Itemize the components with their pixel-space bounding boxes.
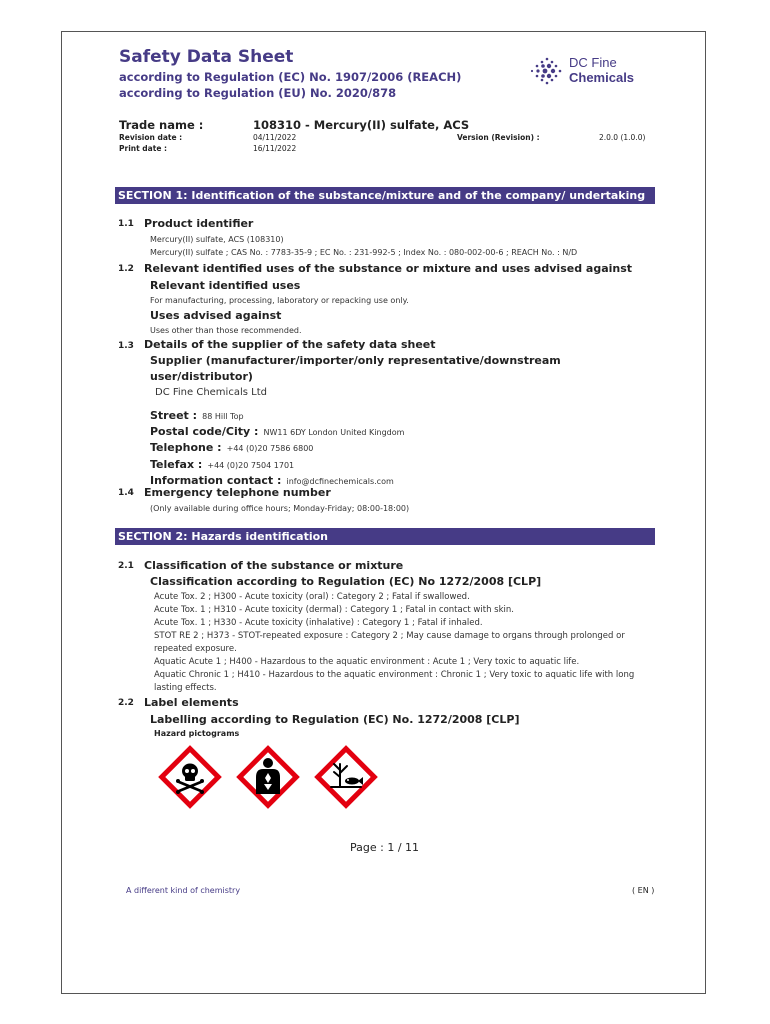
- revision-date-value: 04/11/2022: [253, 133, 297, 142]
- emergency-hours-text: (Only available during office hours; Monday-Friday; 08:00-18:00): [150, 504, 410, 513]
- supplier-title-line-2: user/distributor): [150, 370, 253, 383]
- section-1-1-number: 1.1: [118, 219, 134, 229]
- advised-against-text: Uses other than those recommended.: [150, 326, 302, 335]
- product-name-line: Mercury(II) sulfate, ACS (108310): [150, 235, 284, 244]
- trade-name-label: Trade name :: [119, 118, 204, 132]
- postal-value: NW11 6DY London United Kingdom: [263, 428, 405, 437]
- environment-icon: [313, 744, 379, 810]
- trade-name-value: 108310 - Mercury(II) sulfate, ACS: [253, 118, 470, 132]
- info-contact-label: Information contact :: [150, 474, 282, 487]
- classification-line: Aquatic Acute 1 ; H400 - Hazardous to the aquatic environment : Acute 1 ; Very toxic to aquatic life.: [154, 657, 580, 667]
- street-value: 88 Hill Top: [202, 412, 244, 421]
- footer-language: ( EN ): [632, 886, 655, 895]
- regulation-reach: according to Regulation (EC) No. 1907/2006 (REACH): [119, 70, 462, 84]
- section-1-1-title: Product identifier: [144, 217, 254, 230]
- classification-line: repeated exposure.: [154, 644, 237, 654]
- classification-line: Acute Tox. 2 ; H300 - Acute toxicity (oral) : Category 2 ; Fatal if swallowed.: [154, 592, 470, 602]
- regulation-eu: according to Regulation (EU) No. 2020/878: [119, 86, 397, 100]
- section-1-4-title: Emergency telephone number: [144, 486, 331, 499]
- page-number: Page : 1 / 11: [350, 841, 420, 854]
- skull-crossbones-icon: [157, 744, 223, 810]
- classification-line: Aquatic Chronic 1 ; H410 - Hazardous to the aquatic environment : Chronic 1 ; Very toxic to aquatic life with long: [154, 670, 635, 680]
- section-2-2-number: 2.2: [118, 698, 134, 708]
- relevant-uses-text: For manufacturing, processing, laboratory or repacking use only.: [150, 296, 409, 305]
- advised-against-title: Uses advised against: [150, 309, 282, 322]
- section-2-1-title: Classification of the substance or mixture: [144, 559, 404, 572]
- classification-line: Acute Tox. 1 ; H330 - Acute toxicity (inhalative) : Category 1 ; Fatal if inhaled.: [154, 618, 483, 628]
- telephone-value: +44 (0)20 7586 6800: [226, 444, 314, 453]
- telefax-label: Telefax :: [150, 458, 203, 471]
- logo-text: [569, 55, 634, 85]
- logo-line-2: Chemicals: [569, 70, 635, 85]
- company-logo: [529, 54, 659, 88]
- classification-line: Acute Tox. 1 ; H310 - Acute toxicity (dermal) : Category 1 ; Fatal in contact with skin.: [154, 605, 514, 615]
- document-page: [61, 31, 706, 994]
- health-hazard-icon: [235, 744, 301, 810]
- company-name: DC Fine Chemicals Ltd: [155, 387, 267, 398]
- section-1-2-number: 1.2: [118, 264, 134, 274]
- section-2-2-title: Label elements: [144, 696, 239, 709]
- logo-dots-icon: [529, 56, 565, 86]
- section-1-3-title: Details of the supplier of the safety data sheet: [144, 338, 436, 351]
- relevant-uses-title: Relevant identified uses: [150, 279, 301, 292]
- section-1-4-number: 1.4: [118, 488, 134, 498]
- telephone-label: Telephone :: [150, 441, 222, 454]
- section-1-2-title: Relevant identified uses of the substance or mixture and uses advised against: [144, 262, 633, 275]
- supplier-title-line-1: Supplier (manufacturer/importer/only representative/downstream: [150, 354, 561, 367]
- print-date-label: Print date :: [119, 144, 168, 153]
- revision-date-label: Revision date :: [119, 133, 183, 142]
- hazard-pictograms-title: Hazard pictograms: [154, 729, 240, 738]
- product-identifiers-line: Mercury(II) sulfate ; CAS No. : 7783-35-9 ; EC No. : 231-992-5 ; Index No. : 080-002-00-6 ; REACH No. : N/D: [150, 248, 578, 257]
- section-1-header: SECTION 1: Identification of the substance/mixture and of the company/ undertaking: [115, 187, 655, 204]
- classification-line: lasting effects.: [154, 683, 217, 693]
- info-contact-value[interactable]: info@dcfinechemicals.com: [286, 477, 394, 486]
- telefax-value: +44 (0)20 7504 1701: [207, 461, 295, 470]
- footer-tagline: A different kind of chemistry: [126, 886, 241, 895]
- print-date-value: 16/11/2022: [253, 144, 297, 153]
- postal-label: Postal code/City :: [150, 425, 259, 438]
- section-2-1-number: 2.1: [118, 561, 134, 571]
- street-label: Street :: [150, 409, 198, 422]
- logo-line-1: DC Fine: [569, 55, 617, 70]
- classification-title: Classification according to Regulation (EC) No 1272/2008 [CLP]: [150, 575, 542, 588]
- version-value: 2.0.0 (1.0.0): [599, 133, 646, 142]
- section-2-header: SECTION 2: Hazards identification: [115, 528, 655, 545]
- labelling-title: Labelling according to Regulation (EC) No. 1272/2008 [CLP]: [150, 713, 520, 726]
- section-1-3-number: 1.3: [118, 341, 134, 351]
- classification-line: STOT RE 2 ; H373 - STOT-repeated exposure : Category 2 ; May cause damage to organs through prolonged or: [154, 631, 625, 641]
- version-label: Version (Revision) :: [457, 133, 540, 142]
- document-title: Safety Data Sheet: [119, 47, 294, 67]
